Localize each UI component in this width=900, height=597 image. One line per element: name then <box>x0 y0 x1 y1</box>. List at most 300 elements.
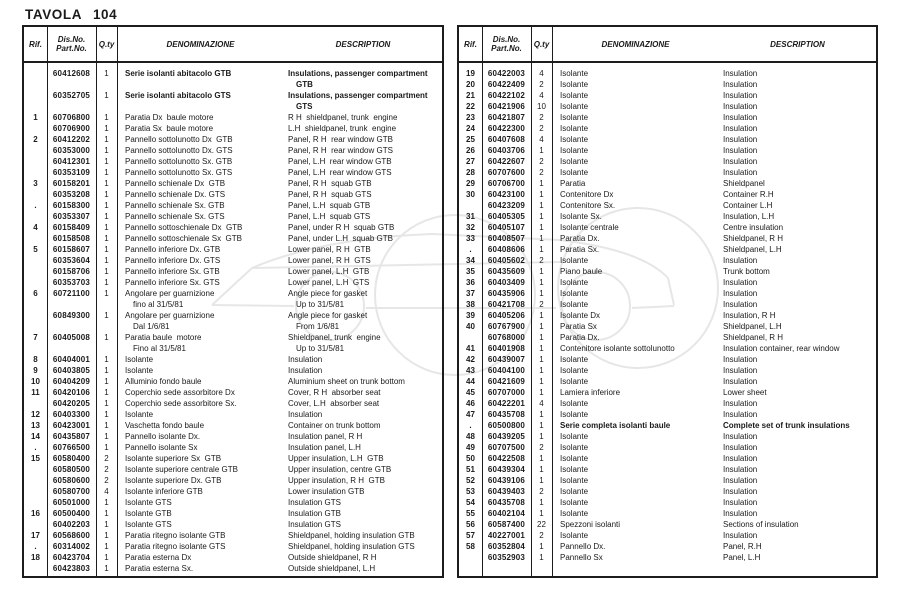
part-no-cell: 60353307 <box>52 212 91 221</box>
description-cell <box>719 409 876 420</box>
part-no-cell: 60423209 <box>487 201 526 210</box>
cell-line: Insulation <box>723 410 758 419</box>
qty-cell: 1 <box>539 509 544 518</box>
cell-line: Insulation <box>723 157 758 166</box>
cell-line: Panel, R H squab GTS <box>288 190 372 199</box>
description-cell <box>719 519 876 530</box>
table-row <box>24 464 442 475</box>
qty-cell: 1 <box>104 366 109 375</box>
denominazione-cell <box>552 519 719 530</box>
cell-line: Isolante <box>560 432 589 441</box>
part-no-cell: 60707500 <box>487 443 526 452</box>
cell-line: Insulation GTS <box>288 520 341 529</box>
table-row <box>459 398 876 409</box>
rif-cell: 19 <box>466 69 475 78</box>
table-row <box>24 123 442 134</box>
qty-cell: 1 <box>539 421 544 430</box>
part-no-cell: 60435708 <box>487 498 526 507</box>
table-row <box>459 222 876 233</box>
cell-line: Insulation <box>723 531 758 540</box>
rif-cell: 18 <box>31 553 40 562</box>
cell-line: Pannello inferiore Sx. GTB <box>125 267 220 276</box>
cell-line: Coperchio sede assorbitore Dx <box>125 388 235 397</box>
description-cell <box>284 178 442 189</box>
cell-line: Isolante GTS <box>125 498 172 507</box>
part-no-cell: 60421906 <box>487 102 526 111</box>
denominazione-cell <box>552 156 719 167</box>
denominazione-cell <box>552 354 719 365</box>
column-divider <box>482 27 483 576</box>
qty-cell: 4 <box>539 69 544 78</box>
table-row <box>459 321 876 332</box>
qty-cell: 1 <box>104 531 109 540</box>
cell-line: Panel, R H rear window GTS <box>288 146 393 155</box>
description-cell <box>284 552 442 563</box>
cell-line: Insulation <box>723 454 758 463</box>
denominazione-cell <box>117 145 284 156</box>
cell-line: Insulation <box>288 355 323 364</box>
part-no-cell: 60439304 <box>487 465 526 474</box>
column-divider <box>96 27 97 576</box>
part-no-cell: 60158607 <box>52 245 91 254</box>
description-cell <box>284 365 442 376</box>
cell-line: Paratia ritegno isolante GTS <box>125 542 226 551</box>
description-cell <box>284 486 442 497</box>
part-no-cell: 60405305 <box>487 212 526 221</box>
table-row <box>24 486 442 497</box>
rif-cell: 1 <box>33 113 38 122</box>
rif-cell: 49 <box>466 443 475 452</box>
cell-line: Pannello sottolunotto Sx. GTB <box>125 157 233 166</box>
denominazione-cell <box>552 189 719 200</box>
description-cell <box>719 233 876 244</box>
cell-line: Isolante <box>560 289 589 298</box>
qty-cell: 1 <box>104 212 109 221</box>
cell-line: Isolante <box>560 168 589 177</box>
cell-line: Shieldpanel, holding insulation GTS <box>288 542 415 551</box>
denominazione-cell <box>552 343 719 354</box>
table-row <box>459 189 876 200</box>
table-row <box>459 552 876 563</box>
header-dis-no: Dis.No. <box>57 35 86 44</box>
table-row <box>24 442 442 453</box>
cell-line: Insulation <box>723 256 758 265</box>
denominazione-cell <box>552 112 719 123</box>
denominazione-cell <box>117 420 284 431</box>
description-cell <box>719 156 876 167</box>
table-row <box>459 211 876 222</box>
cell-line: Insulation <box>723 366 758 375</box>
cell-line: Pannello sottoschienale Sx GTB <box>125 234 242 243</box>
rif-cell: 56 <box>466 520 475 529</box>
cell-line: Centre insulation <box>723 223 784 232</box>
rif-cell: 34 <box>466 256 475 265</box>
rif-cell: 46 <box>466 399 475 408</box>
description-cell <box>284 376 442 387</box>
cell-line: Panel, R H squab GTB <box>288 179 372 188</box>
description-cell <box>284 387 442 398</box>
part-no-cell: 60580400 <box>52 454 91 463</box>
cell-line: Paratia Dx. <box>560 333 600 342</box>
description-cell <box>719 332 876 343</box>
denominazione-cell <box>552 178 719 189</box>
qty-cell: 1 <box>104 157 109 166</box>
table-row <box>24 178 442 189</box>
cell-line: Shieldpanel, L.H <box>723 245 782 254</box>
rif-cell <box>24 211 47 222</box>
table-row <box>459 178 876 189</box>
denominazione-cell <box>552 431 719 442</box>
rif-cell <box>24 123 47 134</box>
description-cell <box>719 442 876 453</box>
table-row <box>24 277 442 288</box>
rif-cell: 10 <box>31 377 40 386</box>
table-row <box>24 365 442 376</box>
denominazione-cell <box>552 453 719 464</box>
cell-line: Insulation <box>723 300 758 309</box>
rif-cell <box>24 310 47 332</box>
cell-line: Serie isolanti abitacolo GTB <box>125 69 232 78</box>
qty-cell: 4 <box>539 135 544 144</box>
denominazione-cell <box>552 321 719 332</box>
denominazione-cell <box>117 68 284 90</box>
qty-cell: 1 <box>104 234 109 243</box>
table-body <box>459 63 876 563</box>
qty-cell: 1 <box>539 289 544 298</box>
cell-line: Lower insulation GTB <box>288 487 365 496</box>
table-row <box>24 200 442 211</box>
table-row <box>459 387 876 398</box>
table-row <box>24 145 442 156</box>
table-row <box>24 189 442 200</box>
qty-cell: 1 <box>539 465 544 474</box>
part-no-cell: 60580500 <box>52 465 91 474</box>
denominazione-cell <box>117 486 284 497</box>
cell-line: Insulation <box>723 399 758 408</box>
rif-cell: 16 <box>31 509 40 518</box>
cell-line: Insulation, R H <box>723 311 776 320</box>
part-no-cell: 60568600 <box>52 531 91 540</box>
denominazione-cell <box>552 398 719 409</box>
cell-line: Isolante <box>560 487 589 496</box>
denominazione-cell <box>552 233 719 244</box>
column-divider <box>552 27 553 576</box>
denominazione-cell <box>117 519 284 530</box>
rif-cell: 58 <box>466 542 475 551</box>
cell-line: Isolante Sx. <box>560 212 602 221</box>
cell-line: Insulations, passenger compartment <box>288 69 428 78</box>
cell-line: Shieldpanel, L.H <box>723 322 782 331</box>
qty-cell: 1 <box>539 454 544 463</box>
cell-line: Isolante <box>560 124 589 133</box>
rif-cell: 42 <box>466 355 475 364</box>
rif-cell: 21 <box>466 91 475 100</box>
description-cell <box>719 475 876 486</box>
rif-cell <box>459 552 482 563</box>
cell-line: Isolante <box>560 355 589 364</box>
part-no-cell: 60352903 <box>487 553 526 562</box>
part-no-cell: 60422607 <box>487 157 526 166</box>
rif-cell: 44 <box>466 377 475 386</box>
part-no-cell: 60439007 <box>487 355 526 364</box>
cell-line: Insulation <box>723 102 758 111</box>
qty-cell: 2 <box>539 531 544 540</box>
rif-cell: 12 <box>31 410 40 419</box>
rif-cell: 14 <box>31 432 40 441</box>
table-row <box>24 255 442 266</box>
cell-line: Pannello schienale Sx. GTS <box>125 212 225 221</box>
part-no-cell: 60439205 <box>487 432 526 441</box>
part-no-cell: 60405602 <box>487 256 526 265</box>
part-no-cell: 60422300 <box>487 124 526 133</box>
table-row <box>24 409 442 420</box>
rif-cell <box>24 68 47 90</box>
rif-cell: 47 <box>466 410 475 419</box>
cell-line: Insulation container, rear window <box>723 344 840 353</box>
description-cell <box>284 266 442 277</box>
rif-cell: 15 <box>31 454 40 463</box>
table-row <box>459 233 876 244</box>
qty-cell: 1 <box>539 179 544 188</box>
qty-cell: 1 <box>104 432 109 441</box>
table-row <box>459 288 876 299</box>
denominazione-cell <box>117 332 284 354</box>
denominazione-cell <box>552 530 719 541</box>
part-no-cell: 60422508 <box>487 454 526 463</box>
rif-cell: 32 <box>466 223 475 232</box>
header-denominazione: DENOMINAZIONE <box>601 39 670 49</box>
cell-line: Insulation <box>723 432 758 441</box>
rif-cell: 7 <box>33 333 38 342</box>
cell-line: Isolante <box>125 410 154 419</box>
cell-line: Shieldpanel, R H <box>723 333 784 342</box>
qty-cell: 1 <box>539 311 544 320</box>
cell-line: Isolante <box>560 454 589 463</box>
cell-line: Insulation <box>723 498 758 507</box>
part-no-cell: 60435807 <box>52 432 91 441</box>
table-row <box>459 376 876 387</box>
rif-cell <box>24 464 47 475</box>
description-cell <box>284 420 442 431</box>
part-no-cell: 60421708 <box>487 300 526 309</box>
table-row <box>459 365 876 376</box>
cell-line: Insulation <box>723 289 758 298</box>
part-no-cell: 60706900 <box>52 124 91 133</box>
cell-line: Pannello inferiore Dx. GTB <box>125 245 221 254</box>
cell-line: Paratia Sx <box>560 322 597 331</box>
cell-line: Panel, under R H squab GTB <box>288 223 395 232</box>
part-no-cell: 60423803 <box>52 564 91 573</box>
qty-cell: 1 <box>539 432 544 441</box>
denominazione-cell <box>552 255 719 266</box>
table-row <box>24 552 442 563</box>
description-cell <box>719 68 876 79</box>
cell-line: Upper insulation, centre GTB <box>288 465 392 474</box>
rif-cell: 54 <box>466 498 475 507</box>
cell-line: Isolante centrale <box>560 223 619 232</box>
qty-cell: 1 <box>104 179 109 188</box>
cell-line: Insulation <box>723 168 758 177</box>
description-cell <box>719 266 876 277</box>
table-row <box>459 332 876 343</box>
table-row <box>459 244 876 255</box>
cell-line: Alluminio fondo baule <box>125 377 202 386</box>
cell-line: Paratia ritegno isolante GTB <box>125 531 226 540</box>
denominazione-cell <box>117 200 284 211</box>
table-row <box>459 167 876 178</box>
qty-cell: 1 <box>539 344 544 353</box>
description-cell <box>284 563 442 574</box>
qty-cell: 4 <box>539 91 544 100</box>
rif-cell: 2 <box>33 135 38 144</box>
qty-cell: 22 <box>537 520 546 529</box>
denominazione-cell <box>552 79 719 90</box>
cell-line: Isolante <box>560 399 589 408</box>
denominazione-cell <box>117 189 284 200</box>
qty-cell: 1 <box>539 388 544 397</box>
denominazione-cell <box>552 134 719 145</box>
rif-cell <box>24 475 47 486</box>
part-no-cell: 60353604 <box>52 256 91 265</box>
denominazione-cell <box>117 255 284 266</box>
part-no-cell: 60404100 <box>487 366 526 375</box>
denominazione-cell <box>552 442 719 453</box>
cell-line: Pannello sottolunotto Dx. GTS <box>125 146 233 155</box>
table-row <box>459 475 876 486</box>
qty-cell: 2 <box>539 487 544 496</box>
denominazione-cell <box>552 200 719 211</box>
part-no-cell: 60721100 <box>53 289 90 298</box>
table-row <box>459 354 876 365</box>
cell-line: Insulation GTB <box>288 509 341 518</box>
description-cell <box>284 431 442 442</box>
part-no-cell: 60408507 <box>487 234 526 243</box>
part-no-cell: 60403409 <box>487 278 526 287</box>
cell-line: Insulation <box>723 146 758 155</box>
header-denominazione: DENOMINAZIONE <box>166 39 235 49</box>
table-header <box>24 27 442 63</box>
denominazione-cell <box>117 167 284 178</box>
cell-line: Isolante <box>560 465 589 474</box>
part-no-cell: 60768000 <box>487 333 526 342</box>
table-row <box>459 255 876 266</box>
description-cell <box>719 530 876 541</box>
cell-line: Insulation panel, L.H <box>288 443 361 452</box>
qty-cell: 1 <box>104 69 109 78</box>
rif-cell <box>24 156 47 167</box>
qty-cell: 2 <box>539 300 544 309</box>
part-no-cell: 60707000 <box>487 388 526 397</box>
cell-line: Isolante <box>560 91 589 100</box>
table-row <box>24 90 442 112</box>
rif-cell: 27 <box>466 157 475 166</box>
qty-cell: 1 <box>104 278 109 287</box>
description-cell <box>719 167 876 178</box>
part-no-cell: 60352705 <box>52 91 91 100</box>
header-qty: Q.ty <box>98 39 115 49</box>
cell-line: Paratia Dx. <box>560 234 600 243</box>
table-row <box>459 409 876 420</box>
cell-line: Pannello isolante Sx <box>125 443 198 452</box>
denominazione-cell <box>117 277 284 288</box>
table-row <box>24 156 442 167</box>
qty-cell: 1 <box>104 256 109 265</box>
part-no-cell: 60405008 <box>52 333 91 342</box>
description-cell <box>719 178 876 189</box>
table-row <box>459 112 876 123</box>
table-row <box>459 90 876 101</box>
cell-line: Panel, L.H rear window GTS <box>288 168 392 177</box>
rif-cell: 41 <box>466 344 475 353</box>
table-row <box>459 431 876 442</box>
cell-line: Lamiera inferiore <box>560 388 621 397</box>
table-row <box>24 453 442 464</box>
rif-cell <box>24 266 47 277</box>
table-row <box>24 519 442 530</box>
table-row <box>459 299 876 310</box>
cell-line: Isolante <box>560 157 589 166</box>
table-row <box>24 288 442 310</box>
cell-line: Angolare per guarnizione <box>125 289 215 298</box>
denominazione-cell <box>552 68 719 79</box>
header-description: DESCRIPTION <box>770 39 825 49</box>
denominazione-cell <box>117 497 284 508</box>
cell-line: Insulation <box>723 443 758 452</box>
cell-line: Panel, under L.H squab GTB <box>288 234 393 243</box>
cell-line: Insulation <box>723 465 758 474</box>
part-no-cell: 60580600 <box>52 476 91 485</box>
cell-line: Isolante inferiore GTB <box>125 487 203 496</box>
cell-line: Insulation <box>723 135 758 144</box>
qty-cell: 1 <box>104 377 109 386</box>
qty-cell: 2 <box>104 465 109 474</box>
cell-line: Pannello sottolunotto Dx GTB <box>125 135 233 144</box>
cell-line: Isolante <box>560 69 589 78</box>
part-no-cell: 60435609 <box>487 267 526 276</box>
description-cell <box>284 222 442 233</box>
part-no-cell: 60422201 <box>487 399 526 408</box>
qty-cell: 2 <box>539 80 544 89</box>
part-no-cell: 60353000 <box>52 146 91 155</box>
description-cell <box>284 519 442 530</box>
part-no-cell: 60408606 <box>487 245 526 254</box>
cell-line: Isolante <box>560 377 589 386</box>
part-no-cell: 60158201 <box>52 179 91 188</box>
qty-cell: 1 <box>104 355 109 364</box>
cell-line: Insulation <box>288 410 323 419</box>
qty-cell: 1 <box>104 190 109 199</box>
cell-line: L.H shieldpanel, trunk engine <box>288 124 397 133</box>
denominazione-cell <box>117 112 284 123</box>
denominazione-cell <box>117 123 284 134</box>
rif-cell: 33 <box>466 234 475 243</box>
cell-line: Pannello inferiore Sx. GTS <box>125 278 220 287</box>
table-row <box>24 211 442 222</box>
cell-line: Panel, L.H squab GTB <box>288 201 371 210</box>
cell-line: R H shieldpanel, trunk engine <box>288 113 398 122</box>
cell-line: Isolante GTB <box>125 509 172 518</box>
cell-line: Isolante <box>560 366 589 375</box>
part-no-cell: 60435708 <box>487 410 526 419</box>
part-no-cell: 60423704 <box>52 553 91 562</box>
denominazione-cell <box>552 508 719 519</box>
rif-cell: 23 <box>466 113 475 122</box>
part-no-cell: 60435906 <box>487 289 526 298</box>
parts-table-left <box>22 25 444 578</box>
cell-line: Cover, L.H absorber seat <box>288 399 380 408</box>
part-no-cell: 60404001 <box>52 355 91 364</box>
cell-line: Coperchio sede assorbitore Sx. <box>125 399 237 408</box>
